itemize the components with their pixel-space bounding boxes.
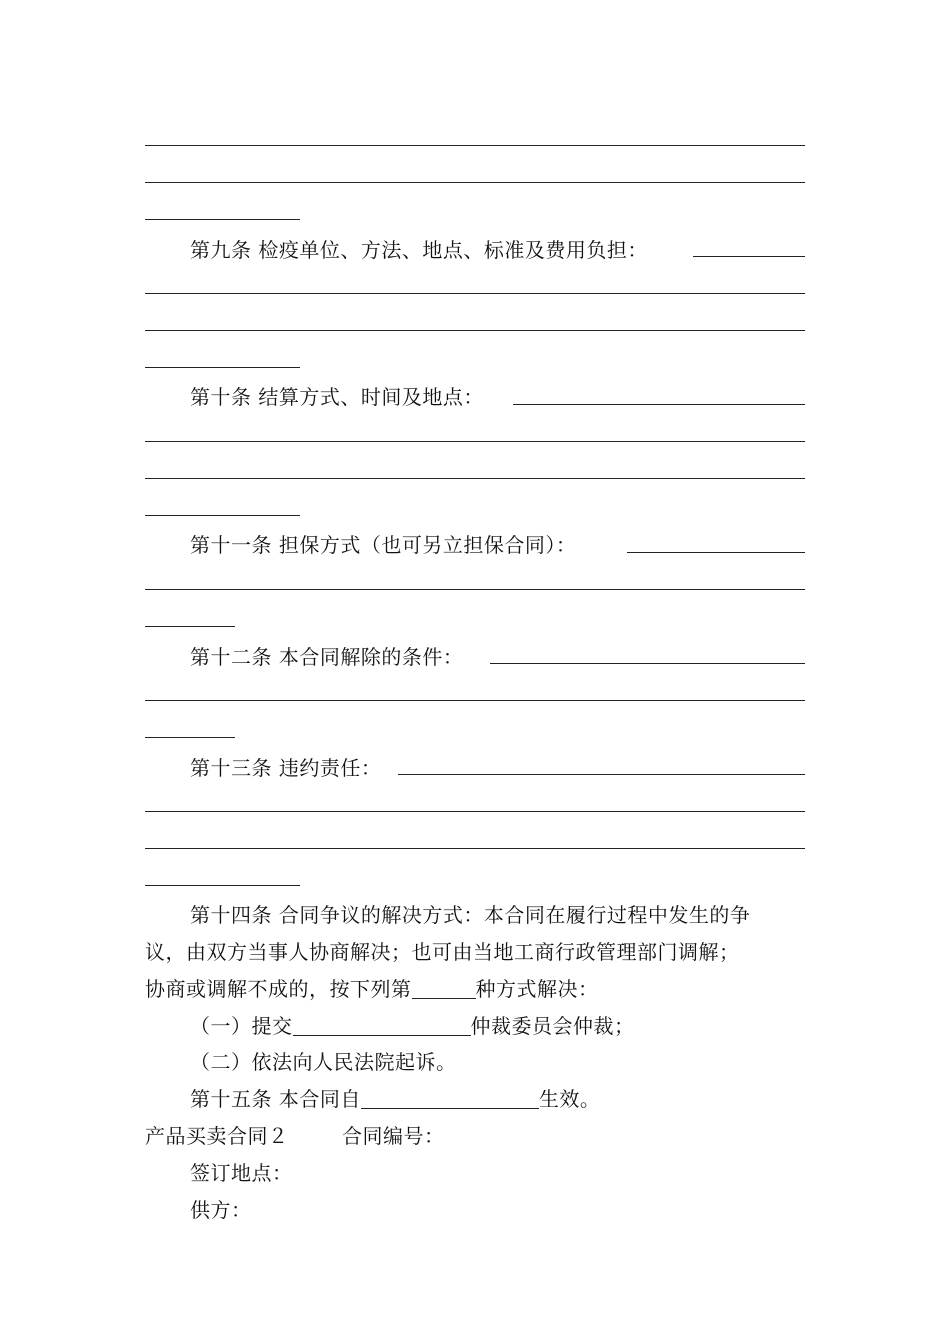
option-1 xyxy=(190,1014,635,1038)
article-12-heading: 第十二条 本合同解除的条件： xyxy=(190,645,464,669)
blank-line xyxy=(145,219,300,220)
article-14-line-3-pre: 协商或调解不成的，按下列第 xyxy=(145,977,412,1001)
article-14-line-3 xyxy=(145,977,599,1001)
blank-line xyxy=(145,145,805,146)
blank-line xyxy=(145,848,805,849)
blank-line xyxy=(145,367,300,368)
contract-number-label: 合同编号： xyxy=(342,1124,445,1148)
article-15-pre: 第十五条 本合同自 xyxy=(190,1087,361,1111)
blank-line xyxy=(145,478,805,479)
blank-line xyxy=(145,885,300,886)
supplier-label: 供方： xyxy=(190,1198,252,1222)
blank-line xyxy=(490,663,805,664)
option-1-post: 仲裁委员会仲裁； xyxy=(470,1014,635,1038)
article-11-heading: 第十一条 担保方式（也可另立担保合同）： xyxy=(190,533,577,557)
blank-line xyxy=(293,1015,471,1036)
article-13-heading: 第十三条 违约责任： xyxy=(190,756,382,780)
blank-line xyxy=(145,626,235,627)
blank-line xyxy=(361,1088,539,1109)
blank-line xyxy=(145,330,805,331)
blank-line xyxy=(145,515,300,516)
blank-line xyxy=(627,552,805,553)
article-10-heading: 第十条 结算方式、时间及地点： xyxy=(190,385,484,409)
option-2: （二）依法向人民法院起诉。 xyxy=(190,1050,457,1074)
blank-line xyxy=(145,589,805,590)
blank-line xyxy=(145,737,235,738)
blank-line xyxy=(145,293,805,294)
blank-line xyxy=(398,774,805,775)
article-14-line-3-post: 种方式解决： xyxy=(475,977,599,1001)
blank-line xyxy=(145,811,805,812)
blank-line xyxy=(145,182,805,183)
next-contract-title: 产品买卖合同２ xyxy=(145,1124,289,1148)
blank-line xyxy=(693,256,805,257)
option-1-pre: （一）提交 xyxy=(190,1014,293,1038)
article-15-post: 生效。 xyxy=(538,1087,601,1111)
article-14-line-1: 第十四条 合同争议的解决方式：本合同在履行过程中发生的争 xyxy=(190,903,751,927)
blank-line xyxy=(145,441,805,442)
article-9-heading: 第九条 检疫单位、方法、地点、标准及费用负担： xyxy=(190,238,648,262)
article-15 xyxy=(190,1087,600,1111)
signing-place-label: 签订地点： xyxy=(190,1161,293,1185)
blank-line xyxy=(513,404,805,405)
blank-line xyxy=(412,978,476,999)
article-14-line-2: 议，由双方当事人协商解决；也可由当地工商行政管理部门调解； xyxy=(145,940,740,964)
blank-line xyxy=(145,700,805,701)
